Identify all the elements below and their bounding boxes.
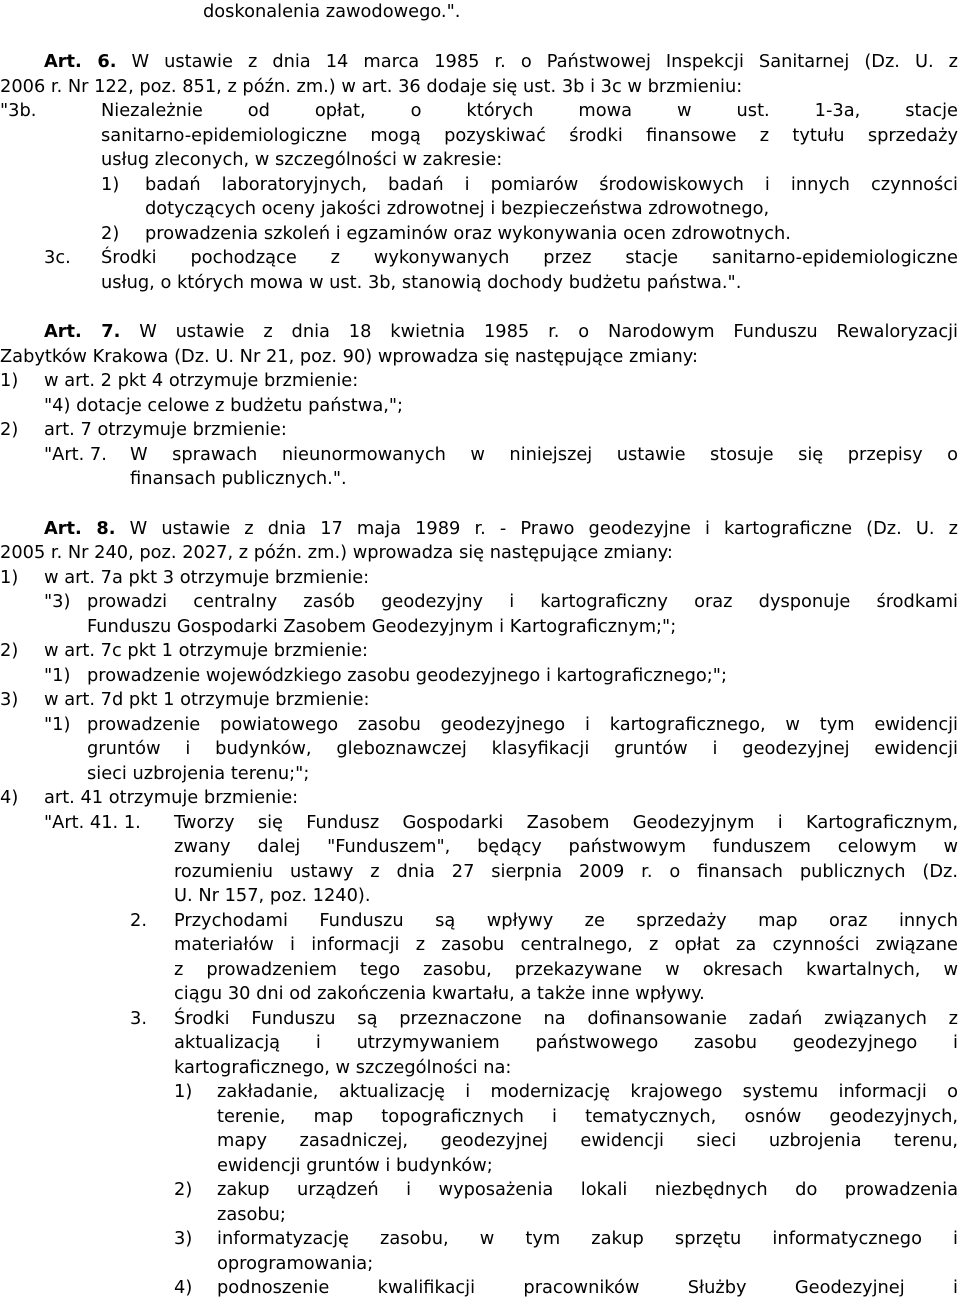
list-label: "Art. 41. 1. xyxy=(44,812,141,833)
text-line: Niezależnie od opłat, o których mowa w ust. 1-3a, stacje xyxy=(101,100,958,121)
text-line: oprogramowania; xyxy=(217,1253,374,1274)
text-line: aktualizacją i utrzymywaniem państwowego zasobu geodezyjnego i xyxy=(174,1032,958,1053)
article-7-intro: Art. 7. W ustawie z dnia 18 kwietnia 1985 r. o Narodowym Funduszu Rewaloryzacji xyxy=(44,321,958,342)
list-label: 2. xyxy=(130,910,147,931)
text-line: materiałów i informacji z zasobu centralnego, z opłat za czynności związane xyxy=(174,934,958,955)
list-label: 3) xyxy=(0,689,19,710)
text-line: usług zleconych, w szczególności w zakresie: xyxy=(101,149,503,170)
text-line: usług, o których mowa w ust. 3b, stanowią dochody budżetu państwa.". xyxy=(101,272,742,293)
list-label: 2) xyxy=(101,223,120,244)
text-line: Tworzy się Fundusz Gospodarki Zasobem Geodezyjnym i Kartograficznym, xyxy=(174,812,958,833)
text-line: art. 7 otrzymuje brzmienie: xyxy=(44,419,287,440)
text-line: W sprawach nieunormowanych w niniejszej ustawie stosuje się przepisy o xyxy=(130,444,958,465)
text-line: sanitarno-epidemiologiczne mogą pozyskiwać środki finansowe z tytułu sprzedaży xyxy=(101,125,958,146)
text-line: prowadzenie powiatowego zasobu geodezyjnego i kartograficznego, w tym ewidencji xyxy=(87,714,958,735)
text-line: U. Nr 157, poz. 1240). xyxy=(174,885,371,906)
text-line: prowadzenie wojewódzkiego zasobu geodezyjnego i kartograficznego;"; xyxy=(87,665,727,686)
article-heading: Art. 6. xyxy=(44,51,117,72)
text-line: zakup urządzeń i wyposażenia lokali niezbędnych do prowadzenia xyxy=(217,1179,958,1200)
text-line: ciągu 30 dni od zakończenia kwartału, a także inne wpływy. xyxy=(174,983,705,1004)
list-label: "3b. xyxy=(0,100,37,121)
text-line: Funduszu Gospodarki Zasobem Geodezyjnym i Kartograficznym;"; xyxy=(87,616,677,637)
list-label: "Art. 7. xyxy=(44,444,107,465)
text-line: w art. 2 pkt 4 otrzymuje brzmienie: xyxy=(44,370,359,391)
text-line: terenie, map topograficznych i tematycznych, osnów geodezyjnych, xyxy=(217,1106,958,1127)
text-line: badań laboratoryjnych, badań i pomiarów środowiskowych i innych czynności xyxy=(145,174,958,195)
text-line: Zabytków Krakowa (Dz. U. Nr 21, poz. 90) wprowadza się następujące zmiany: xyxy=(0,346,699,367)
text-line: z prowadzeniem tego zasobu, przekazywane w okresach kwartalnych, w xyxy=(174,959,958,980)
list-label: 3) xyxy=(174,1228,193,1249)
list-label: 2) xyxy=(0,640,19,661)
list-label: 1) xyxy=(0,567,19,588)
text-line: finansach publicznych.". xyxy=(130,468,347,489)
text-line: rozumieniu ustawy z dnia 27 sierpnia 2009 r. o finansach publicznych (Dz. xyxy=(174,861,958,882)
text-line: kartograficznego, w szczególności na: xyxy=(174,1057,512,1078)
text-line: Przychodami Funduszu są wpływy ze sprzedaży map oraz innych xyxy=(174,910,958,931)
list-label: "1) xyxy=(44,665,71,686)
text-line: ewidencji gruntów i budynków; xyxy=(217,1155,493,1176)
text-line: zasobu; xyxy=(217,1204,286,1225)
text-line: doskonalenia zawodowego.". xyxy=(203,1,461,22)
text-line: "4) dotacje celowe z budżetu państwa,"; xyxy=(44,395,404,416)
article-8-intro: Art. 8. W ustawie z dnia 17 maja 1989 r. - Prawo geodezyjne i kartograficzne (Dz. U. z xyxy=(44,518,958,539)
text-line: 2005 r. Nr 240, poz. 2027, z późn. zm.) wprowadza się następujące zmiany: xyxy=(0,542,673,563)
text-line: podnoszenie kwalifikacji pracowników Służby Geodezyjnej i xyxy=(217,1277,958,1298)
text-line: Środki pochodzące z wykonywanych przez stacje sanitarno-epidemiologiczne xyxy=(101,247,958,268)
list-label: 1) xyxy=(101,174,120,195)
text-line: sieci uzbrojenia terenu;"; xyxy=(87,763,310,784)
text-line: dotyczących oceny jakości zdrowotnej i bezpieczeństwa zdrowotnego, xyxy=(145,198,770,219)
text-line: gruntów i budynków, gleboznawczej klasyfikacji gruntów i geodezyjnej ewidencji xyxy=(87,738,958,759)
list-label: 2) xyxy=(174,1179,193,1200)
list-label: 3c. xyxy=(44,247,71,268)
list-label: 3. xyxy=(130,1008,147,1029)
list-label: 4) xyxy=(174,1277,193,1298)
list-label: "1) xyxy=(44,714,71,735)
text-line: mapy zasadniczej, geodezyjnej ewidencji sieci uzbrojenia terenu, xyxy=(217,1130,958,1151)
text-line: informatyzację zasobu, w tym zakup sprzętu informatycznego i xyxy=(217,1228,958,1249)
list-label: "3) xyxy=(44,591,71,612)
text-line: 2006 r. Nr 122, poz. 851, z późn. zm.) w art. 36 dodaje się ust. 3b i 3c w brzmieniu: xyxy=(0,76,743,97)
text-line: prowadzi centralny zasób geodezyjny i kartograficzny oraz dysponuje środkami xyxy=(87,591,958,612)
article-heading: Art. 8. xyxy=(44,518,116,539)
article-6-intro: Art. 6. W ustawie z dnia 14 marca 1985 r. o Państwowej Inspekcji Sanitarnej (Dz. U. z xyxy=(44,51,958,72)
text-line: zwany dalej "Funduszem", będący państwowym funduszem celowym w xyxy=(174,836,958,857)
text-line: prowadzenia szkoleń i egzaminów oraz wykonywania ocen zdrowotnych. xyxy=(145,223,791,244)
text-line: w art. 7a pkt 3 otrzymuje brzmienie: xyxy=(44,567,370,588)
list-label: 1) xyxy=(174,1081,193,1102)
text-line: zakładanie, aktualizację i modernizację krajowego systemu informacji o xyxy=(217,1081,958,1102)
text-line: Środki Funduszu są przeznaczone na dofinansowanie zadań związanych z xyxy=(174,1008,958,1029)
text-line: w art. 7d pkt 1 otrzymuje brzmienie: xyxy=(44,689,370,710)
list-label: 4) xyxy=(0,787,19,808)
text-line: w art. 7c pkt 1 otrzymuje brzmienie: xyxy=(44,640,369,661)
list-label: 2) xyxy=(0,419,19,440)
list-label: 1) xyxy=(0,370,19,391)
article-heading: Art. 7. xyxy=(44,321,121,342)
text-line: art. 41 otrzymuje brzmienie: xyxy=(44,787,299,808)
